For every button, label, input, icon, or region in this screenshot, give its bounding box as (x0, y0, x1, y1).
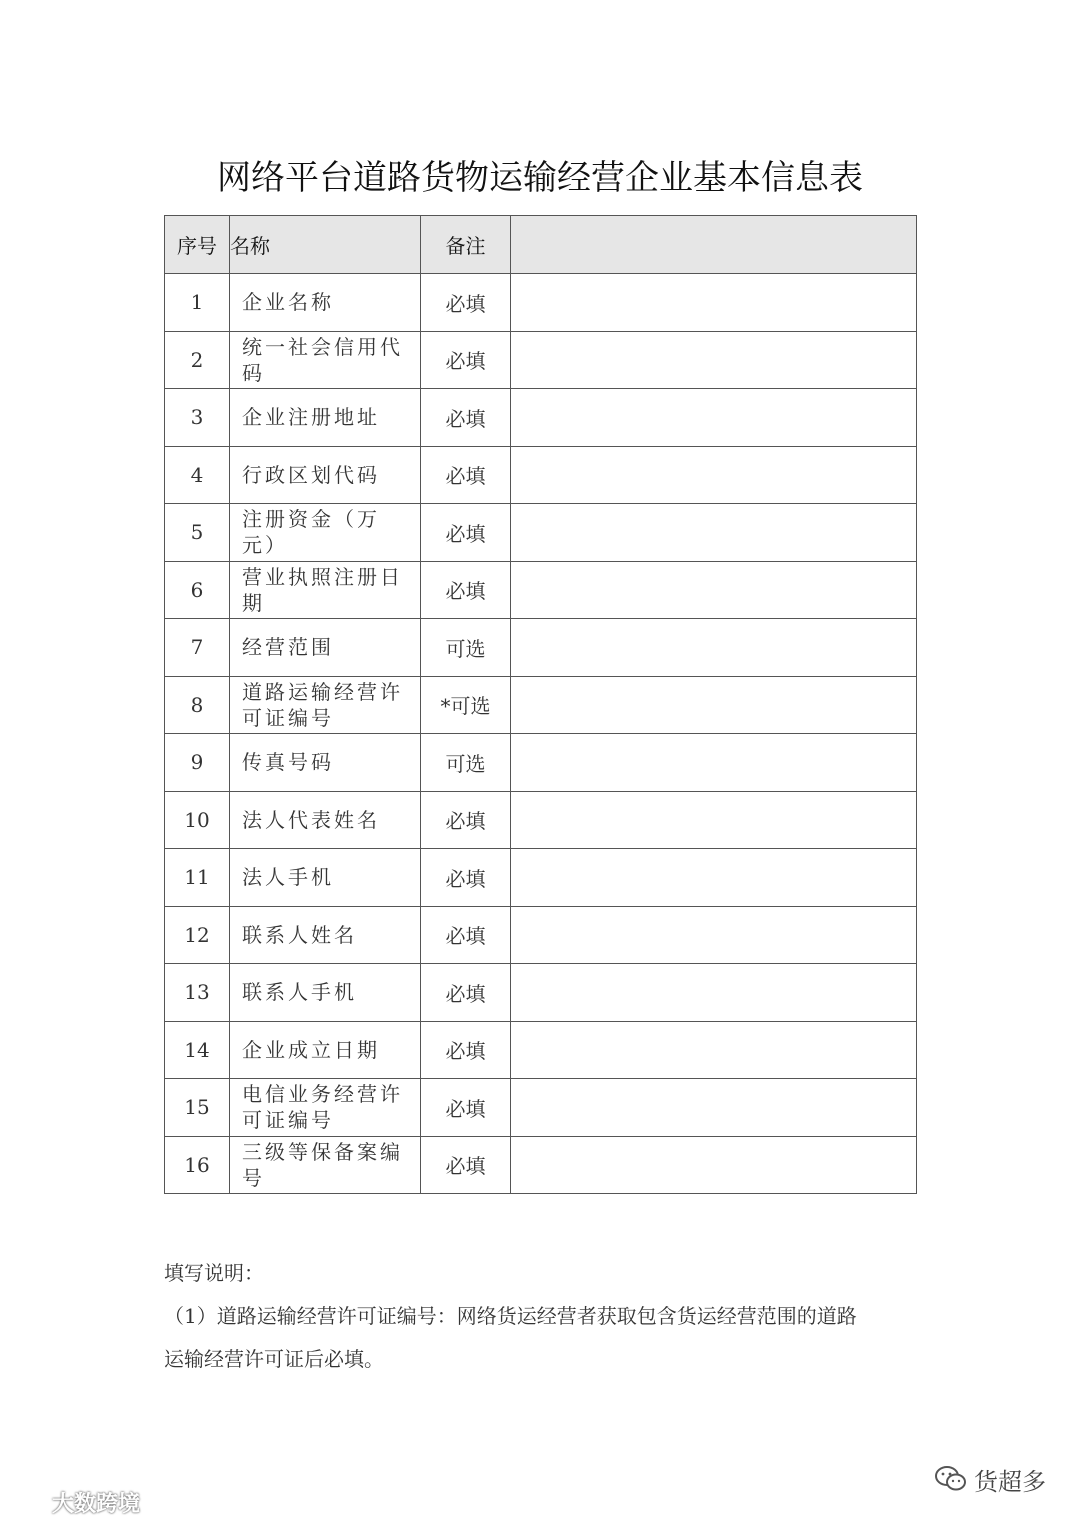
row-serial: 7 (165, 619, 230, 677)
row-note: 必填 (421, 906, 511, 964)
row-note: *可选 (421, 676, 511, 734)
row-name (230, 504, 421, 562)
row-note: 可选 (421, 734, 511, 792)
row-value-cell (511, 504, 917, 562)
row-value-cell (511, 619, 917, 677)
row-serial: 2 (165, 331, 230, 389)
table-row (165, 1021, 917, 1079)
row-serial: 11 (165, 849, 230, 907)
row-note: 必填 (421, 504, 511, 562)
row-value-cell (511, 1136, 917, 1194)
instructions-line: 运输经营许可证后必填。 (164, 1347, 384, 1371)
table-header-row (165, 216, 917, 274)
header-name: 名称 (230, 216, 421, 274)
row-note: 必填 (421, 849, 511, 907)
row-value-cell (511, 1021, 917, 1079)
row-name (230, 389, 421, 447)
row-name (230, 676, 421, 734)
row-serial: 6 (165, 561, 230, 619)
watermark-left-text: 大数跨境 (52, 1491, 141, 1517)
row-serial: 12 (165, 906, 230, 964)
row-note: 必填 (421, 1079, 511, 1137)
row-value-cell (511, 389, 917, 447)
row-note: 可选 (421, 619, 511, 677)
page-title: 网络平台道路货物运输经营企业基本信息表 (217, 158, 863, 198)
row-value-cell (511, 676, 917, 734)
table-row (165, 849, 917, 907)
table-row (165, 791, 917, 849)
watermark-right (934, 1461, 1046, 1497)
row-name-text: 企业名称 (242, 290, 334, 315)
row-value-cell (511, 734, 917, 792)
row-name (230, 619, 421, 677)
row-name-text: 联系人手机 (242, 980, 357, 1005)
table-row (165, 619, 917, 677)
row-serial: 14 (165, 1021, 230, 1079)
row-note: 必填 (421, 274, 511, 332)
row-note: 必填 (421, 446, 511, 504)
row-value-cell (511, 849, 917, 907)
row-serial: 9 (165, 734, 230, 792)
row-name (230, 849, 421, 907)
table-row (165, 1079, 917, 1137)
row-serial: 4 (165, 446, 230, 504)
instructions-line: （1）道路运输经营许可证编号：网络货运经营者获取包含货运经营范围的道路 (164, 1304, 857, 1328)
row-value-cell (511, 964, 917, 1022)
row-note: 必填 (421, 791, 511, 849)
row-serial: 16 (165, 1136, 230, 1194)
row-name (230, 1136, 421, 1194)
row-serial: 1 (165, 274, 230, 332)
row-name-text: 三级等保备案编号 (242, 1139, 403, 1190)
row-name-text: 联系人姓名 (242, 922, 357, 947)
fill-instructions (164, 1252, 924, 1381)
row-value-cell (511, 561, 917, 619)
row-serial: 5 (165, 504, 230, 562)
table-row (165, 1136, 917, 1194)
row-name-text: 注册资金（万元） (242, 507, 380, 558)
row-name (230, 906, 421, 964)
row-name (230, 446, 421, 504)
row-name (230, 1021, 421, 1079)
instructions-heading: 填写说明： (164, 1261, 264, 1285)
watermark-logo-icon (8, 1489, 48, 1515)
table-row (165, 561, 917, 619)
row-name-text: 经营范围 (242, 635, 334, 660)
row-name-text: 企业成立日期 (242, 1037, 380, 1062)
table-row (165, 389, 917, 447)
row-name (230, 791, 421, 849)
row-name (230, 734, 421, 792)
row-serial: 3 (165, 389, 230, 447)
header-serial: 序号 (165, 216, 230, 274)
row-name-text: 法人代表姓名 (242, 807, 380, 832)
row-name (230, 1079, 421, 1137)
row-value-cell (511, 274, 917, 332)
row-name-text: 统一社会信用代码 (242, 334, 403, 385)
row-note: 必填 (421, 389, 511, 447)
row-note: 必填 (421, 331, 511, 389)
row-note: 必填 (421, 964, 511, 1022)
row-name (230, 274, 421, 332)
row-value-cell (511, 906, 917, 964)
row-serial: 8 (165, 676, 230, 734)
table-row (165, 331, 917, 389)
table-row (165, 676, 917, 734)
row-name (230, 331, 421, 389)
table-row (165, 734, 917, 792)
row-value-cell (511, 446, 917, 504)
row-name-text: 法人手机 (242, 865, 334, 890)
info-table (164, 215, 917, 1194)
row-note: 必填 (421, 1136, 511, 1194)
watermark-right-text: 货超多 (974, 1467, 1046, 1496)
row-serial: 15 (165, 1079, 230, 1137)
row-value-cell (511, 1079, 917, 1137)
row-value-cell (511, 791, 917, 849)
watermark-left (8, 1486, 140, 1518)
table-row (165, 964, 917, 1022)
row-name (230, 964, 421, 1022)
row-name-text: 道路运输经营许可证编号 (242, 679, 403, 730)
wechat-icon (934, 1464, 968, 1494)
row-note: 必填 (421, 1021, 511, 1079)
row-serial: 10 (165, 791, 230, 849)
table-row (165, 504, 917, 562)
table-row (165, 446, 917, 504)
row-name-text: 企业注册地址 (242, 405, 380, 430)
row-serial: 13 (165, 964, 230, 1022)
table-row (165, 274, 917, 332)
row-name-text: 传真号码 (242, 750, 334, 775)
header-value (511, 216, 917, 274)
header-note: 备注 (421, 216, 511, 274)
row-name-text: 电信业务经营许可证编号 (242, 1082, 403, 1133)
row-note: 必填 (421, 561, 511, 619)
row-name (230, 561, 421, 619)
row-name-text: 行政区划代码 (242, 462, 380, 487)
row-name-text: 营业执照注册日期 (242, 564, 403, 615)
row-value-cell (511, 331, 917, 389)
table-row (165, 906, 917, 964)
